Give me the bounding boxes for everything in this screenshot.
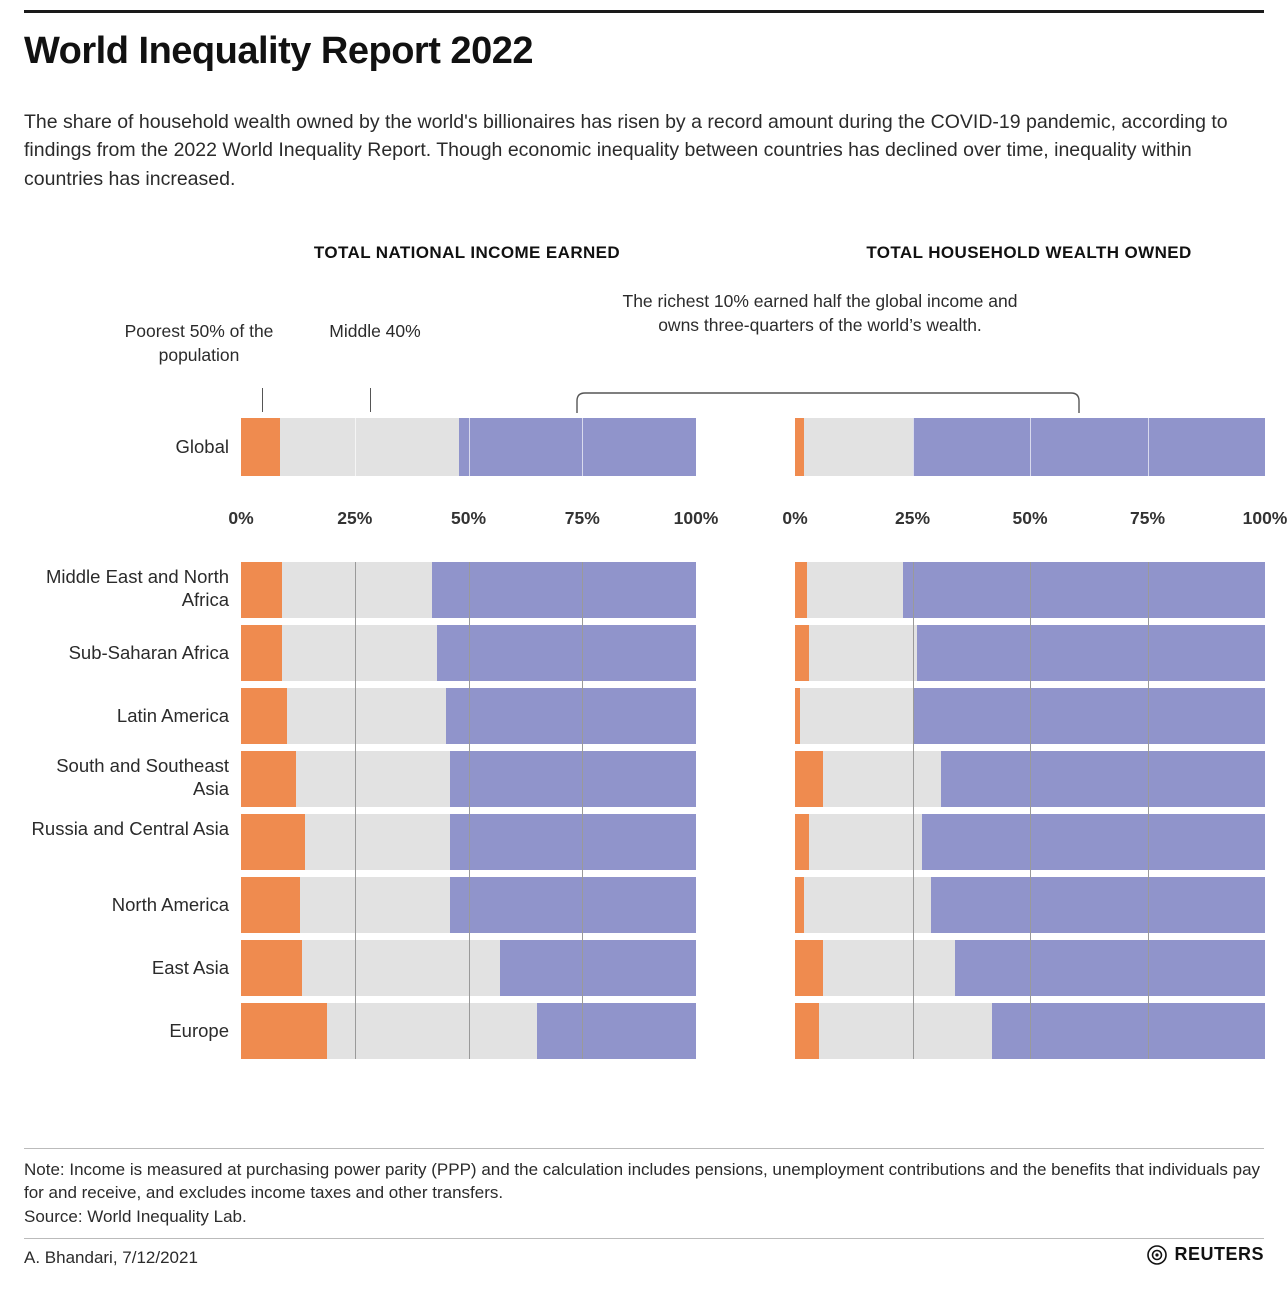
bar-segment-poorest-50-of-the-population bbox=[241, 562, 282, 618]
bar-segment-middle-40 bbox=[823, 751, 941, 807]
bar-segment-poorest-50-of-the-population bbox=[795, 814, 809, 870]
annotation-middle: Middle 40% bbox=[329, 321, 421, 341]
panel-title-income: TOTAL NATIONAL INCOME EARNED bbox=[313, 243, 621, 262]
bar-segment-middle-40 bbox=[819, 1003, 993, 1059]
bar-segment-middle-40 bbox=[296, 751, 451, 807]
gridline-global-income-2 bbox=[469, 418, 470, 476]
bar-segment-poorest-50-of-the-population bbox=[795, 940, 823, 996]
panel-title-wealth: TOTAL HOUSEHOLD WEALTH OWNED bbox=[866, 243, 1192, 262]
axis-tick-label-wealth-1: 25% bbox=[894, 508, 931, 528]
annotation-richest: The richest 10% earned half the global income and owns three-quarters of the world’s wealth. bbox=[622, 291, 1018, 335]
bar-segment-middle-40 bbox=[302, 940, 500, 996]
gridline-income-1 bbox=[355, 562, 356, 1059]
gridline-global-wealth-1 bbox=[913, 418, 914, 476]
source-text: Source: World Inequality Lab. bbox=[24, 1206, 247, 1226]
bar-segment-poorest-50-of-the-population bbox=[241, 877, 300, 933]
row-label-global: Global bbox=[175, 436, 229, 457]
reuters-logo bbox=[1147, 1244, 1264, 1265]
bar-segment-middle-40 bbox=[807, 562, 903, 618]
bar-segment-poorest-50-of-the-population bbox=[795, 877, 804, 933]
bar-segment-richest-10 bbox=[459, 418, 696, 476]
gridline-income-3 bbox=[582, 562, 583, 1059]
gridline-global-wealth-2 bbox=[1030, 418, 1031, 476]
reuters-mark-icon bbox=[1147, 1245, 1167, 1265]
axis-tick-label-wealth-0: 0% bbox=[782, 508, 808, 528]
note-divider bbox=[24, 1148, 1264, 1149]
bar-segment-middle-40 bbox=[809, 625, 917, 681]
axis-tick-label-wealth-2: 50% bbox=[1012, 508, 1048, 528]
bar-segment-richest-10 bbox=[537, 1003, 696, 1059]
bar-segment-richest-10 bbox=[903, 562, 1265, 618]
bar-segment-richest-10 bbox=[450, 877, 696, 933]
gridline-global-income-3 bbox=[582, 418, 583, 476]
bar-segment-poorest-50-of-the-population bbox=[795, 625, 809, 681]
row-label-sub-saharan-africa: Sub-Saharan Africa bbox=[68, 642, 229, 663]
row-label-europe: Europe bbox=[169, 1020, 229, 1041]
axis-tick-label-income-2: 50% bbox=[450, 508, 487, 528]
bar-segment-richest-10 bbox=[450, 814, 696, 870]
bar-segment-middle-40 bbox=[804, 418, 912, 476]
bar-segment-richest-10 bbox=[913, 688, 1266, 744]
footer-divider bbox=[24, 1238, 1264, 1239]
bar-segment-poorest-50-of-the-population bbox=[241, 625, 282, 681]
bar-segment-middle-40 bbox=[282, 562, 432, 618]
bar-segment-middle-40 bbox=[280, 418, 460, 476]
bar-segment-richest-10 bbox=[437, 625, 696, 681]
bar-segment-middle-40 bbox=[300, 877, 450, 933]
bar-segment-richest-10 bbox=[450, 751, 696, 807]
bar-segment-middle-40 bbox=[809, 814, 922, 870]
bar-segment-poorest-50-of-the-population bbox=[795, 418, 804, 476]
row-label-russia-and-central-asia: Russia and Central Asia bbox=[31, 818, 229, 839]
pointer-tick-poorest bbox=[262, 388, 263, 412]
bar-segment-richest-10 bbox=[446, 688, 696, 744]
bar-segment-poorest-50-of-the-population bbox=[241, 940, 302, 996]
axis-tick-label-wealth-3: 75% bbox=[1129, 508, 1166, 528]
bar-segment-richest-10 bbox=[922, 814, 1265, 870]
row-label-east-asia: East Asia bbox=[151, 957, 229, 978]
bar-segment-middle-40 bbox=[327, 1003, 536, 1059]
chart-note bbox=[24, 1158, 1269, 1228]
row-label-latin-america: Latin America bbox=[116, 705, 229, 726]
row-label-middle-east-and-north-africa: Middle East and North Africa bbox=[45, 566, 229, 611]
bar-segment-richest-10 bbox=[941, 751, 1265, 807]
axis-tick-label-income-1: 25% bbox=[337, 508, 373, 528]
top-divider bbox=[24, 10, 1264, 13]
bar-segment-poorest-50-of-the-population bbox=[241, 814, 305, 870]
bar-segment-middle-40 bbox=[800, 688, 913, 744]
axis-tick-label-wealth-4: 100% bbox=[1242, 508, 1288, 528]
annotation-poorest: Poorest 50% of the population bbox=[124, 321, 274, 365]
bar-segment-richest-10 bbox=[913, 418, 1266, 476]
bar-segment-middle-40 bbox=[282, 625, 437, 681]
row-label-north-america: North America bbox=[111, 894, 229, 915]
gridline-income-2 bbox=[469, 562, 470, 1059]
bar-segment-poorest-50-of-the-population bbox=[241, 751, 296, 807]
axis-tick-label-income-4: 100% bbox=[673, 508, 719, 528]
bar-segment-richest-10 bbox=[500, 940, 696, 996]
bar-segment-poorest-50-of-the-population bbox=[795, 1003, 819, 1059]
bar-segment-richest-10 bbox=[917, 625, 1265, 681]
axis-tick-label-income-0: 0% bbox=[228, 508, 254, 528]
row-label-south-and-southeast-asia: South and Southeast Asia bbox=[56, 755, 229, 800]
axis-tick-label-income-3: 75% bbox=[564, 508, 600, 528]
bar-segment-middle-40 bbox=[305, 814, 451, 870]
page-title: World Inequality Report 2022 bbox=[24, 30, 533, 72]
bar-segment-richest-10 bbox=[992, 1003, 1265, 1059]
bar-segment-middle-40 bbox=[823, 940, 955, 996]
bracket-richest bbox=[576, 392, 1080, 414]
bar-segment-poorest-50-of-the-population bbox=[795, 751, 823, 807]
bar-segment-richest-10 bbox=[955, 940, 1265, 996]
credit-line: A. Bhandari, 7/12/2021 bbox=[24, 1248, 198, 1267]
bar-segment-poorest-50-of-the-population bbox=[241, 1003, 327, 1059]
bar-segment-middle-40 bbox=[287, 688, 446, 744]
note-text: Note: Income is measured at purchasing power parity (PPP) and the calculation includes pensions, unemployment contributions and the benefits that individuals pay for and receive, and excludes income taxes and other transfers. bbox=[24, 1160, 1261, 1203]
bar-segment-richest-10 bbox=[931, 877, 1265, 933]
gridline-global-wealth-3 bbox=[1148, 418, 1149, 476]
bar-segment-poorest-50-of-the-population bbox=[241, 688, 287, 744]
gridline-wealth-1 bbox=[913, 562, 914, 1059]
bar-segment-richest-10 bbox=[432, 562, 696, 618]
gridline-wealth-3 bbox=[1148, 562, 1149, 1059]
bar-segment-poorest-50-of-the-population bbox=[795, 562, 807, 618]
gridline-global-income-1 bbox=[355, 418, 356, 476]
reuters-wordmark: REUTERS bbox=[1174, 1244, 1264, 1264]
bar-segment-poorest-50-of-the-population bbox=[241, 418, 280, 476]
gridline-wealth-2 bbox=[1030, 562, 1031, 1059]
page-subtitle: The share of household wealth owned by the world's billionaires has risen by a record amount during the COVID-19 pandemic, according to findings from the 2022 World Inequality Report. Though economic inequality between countries has declined over time, inequality within countries has increased. bbox=[24, 111, 1228, 190]
pointer-tick-middle bbox=[370, 388, 371, 412]
